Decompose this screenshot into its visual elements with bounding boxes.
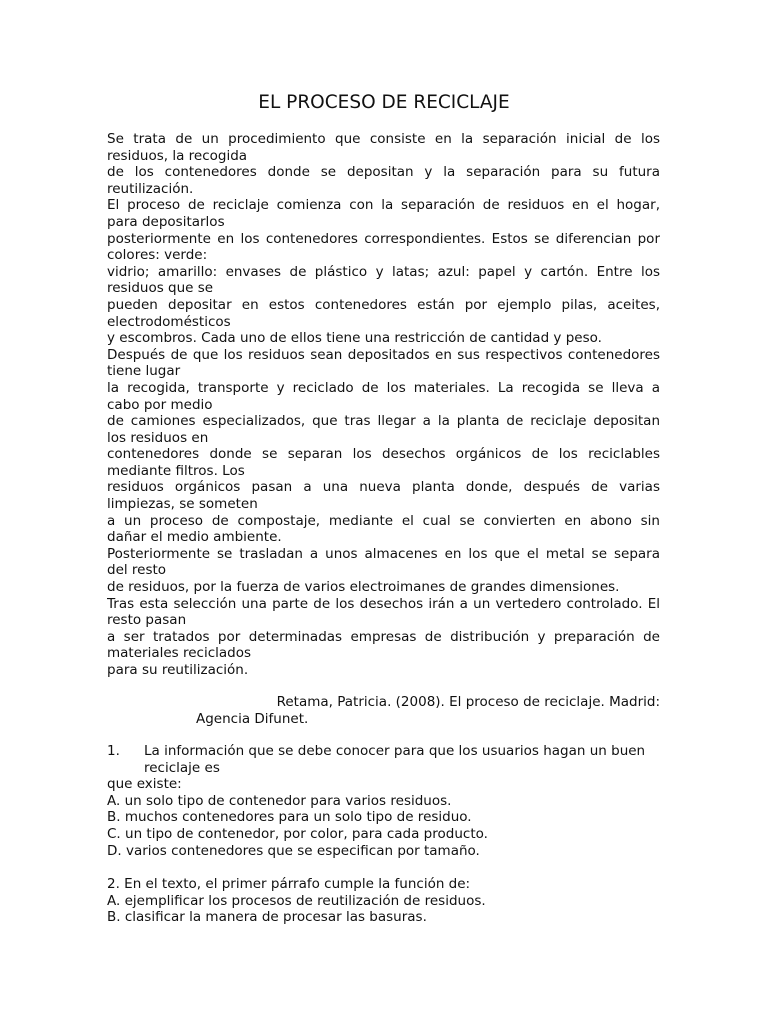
passage-line: Tras esta selección una parte de los desechos irán a un vertedero controlado. El [107,595,660,612]
passage-line: residuos orgánicos pasan a una nueva planta donde, después de varias [107,479,660,496]
passage-line: dañar el medio ambiente. [107,529,282,546]
citation-line: Retama, Patricia. (2008). El proceso de reciclaje. Madrid: [276,694,660,710]
passage-line: resto pasan [107,612,187,629]
question-2 [107,876,660,926]
answer-option-b: B. clasificar la manera de procesar las basuras. [107,909,427,926]
question-1 [107,743,660,859]
passage-line: Se trata de un procedimiento que consiste en la separación inicial de los [107,131,660,147]
passage-line: materiales reciclados [107,645,252,662]
passage-line: a ser tratados por determinadas empresas de distribución y preparación de [107,628,660,645]
page-title: EL PROCESO DE RECICLAJE [258,92,510,113]
question-text-continued: reciclaje es [144,759,220,776]
passage-line: los residuos en [107,429,209,446]
passage-line: del resto [107,562,167,579]
question-number: 1. [107,743,120,759]
question-text-continued: que existe: [107,776,182,793]
passage-line: vidrio; amarillo: envases de plástico y latas; azul: papel y cartón. Entre los [107,263,660,280]
passage-line: residuos que se [107,280,214,297]
passage-line: residuos, la recogida [107,147,248,164]
passage-line: Posteriormente se trasladan a unos almacenes en los que el metal se separa [107,545,660,562]
passage-line: contenedores donde se separan los desechos orgánicos de los reciclables [107,446,660,463]
question-text: La información que se debe conocer para que los usuarios hagan un buen [144,743,646,759]
question-1-stem [107,743,660,760]
passage-line: para su reutilización. [107,662,249,678]
passage-line: de los contenedores donde se depositan y la separación para su futura [107,164,660,181]
passage-line: El proceso de reciclaje comienza con la separación de residuos en el hogar, [107,197,660,214]
answer-option-b: B. muchos contenedores para un solo tipo de residuo. [107,809,472,826]
passage-line: de camiones especializados, que tras llegar a la planta de reciclaje depositan [107,413,660,430]
questions-section [107,743,660,926]
passage-line: la recogida, transporte y reciclado de los materiales. La recogida se lleva a [107,379,660,396]
passage-line: cabo por medio [107,396,213,413]
passage-line: reutilización. [107,180,194,197]
passage-line: pueden depositar en estos contenedores están por ejemplo pilas, aceites, [107,296,660,313]
passage-body [107,131,660,679]
passage-line: y escombros. Cada uno de ellos tiene una restricción de cantidad y peso. [107,330,602,347]
question-text: 2. En el texto, el primer párrafo cumple la función de: [107,876,471,893]
passage-line: para depositarlos [107,213,225,230]
answer-option-a: A. un solo tipo de contenedor para varios residuos. [107,792,452,809]
passage-line: posteriormente en los contenedores correspondientes. Estos se diferencian por [107,230,660,247]
passage-line: de residuos, por la fuerza de varios electroimanes de grandes dimensiones. [107,579,620,596]
answer-option-d: D. varios contenedores que se especifican por tamaño. [107,842,480,859]
citation [196,694,660,727]
passage-line: tiene lugar [107,363,181,380]
passage-line: Después de que los residuos sean depositados en sus respectivos contenedores [107,346,660,363]
passage-line: electrodomésticos [107,313,231,330]
passage-line: colores: verde: [107,247,208,264]
passage-line: limpiezas, se someten [107,496,258,513]
passage-line: mediante filtros. Los [107,462,245,479]
citation-line: Agencia Difunet. [196,710,309,727]
answer-option-c: C. un tipo de contenedor, por color, para cada producto. [107,825,488,842]
passage-line: a un proceso de compostaje, mediante el cual se convierten en abono sin [107,512,660,529]
answer-option-a: A. ejemplificar los procesos de reutilización de residuos. [107,892,486,909]
